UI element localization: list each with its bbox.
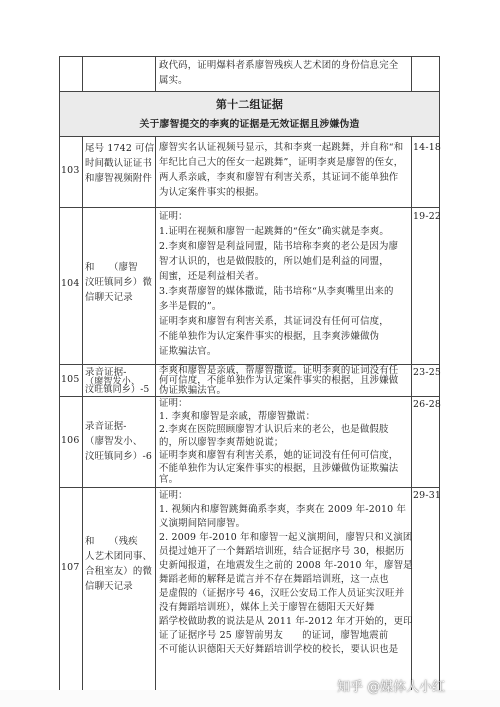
evidence-content-107-l11: 证了证据序号 25 廖智前男友 的证词，廖智地震前	[159, 630, 389, 641]
evidence-content-105-l2: 何可信度，不能单独作为认定案件事实的根据，且涉嫌做	[159, 375, 399, 386]
evidence-pages-106: 26-28	[413, 399, 442, 410]
evidence-no-107: 107	[61, 562, 80, 573]
evidence-no-106: 106	[61, 435, 80, 446]
evidence-name-105-l1: 录音证据-	[85, 367, 127, 378]
evidence-content-104-l4: 智才认识的，也是做假肢的，所以她们是利益的同盟，	[159, 256, 389, 267]
evidence-no-105: 105	[61, 374, 80, 385]
evidence-content-107-l8: 是虚假的（证据序号 46，汉旺公安局工作人员证实汉旺并	[159, 588, 405, 599]
evidence-content-106-l5: 证明李爽和廖智有利害关系，她的证词没有任何可信度，	[159, 450, 399, 461]
evidence-pages-105: 23-25	[413, 367, 442, 378]
evidence-content-107-l6: 史新闻报道，在地震发生之前的 2008 年-2010 年，廖智是	[159, 560, 413, 571]
evidence-name-103-l1: 尾号 1742 可信	[85, 143, 155, 154]
evidence-content-107-l10: 蹈学校做助教的说法是从 2011 年-2012 年才开始的，更印	[159, 616, 413, 627]
evidence-content-106-l6: 不能单独作为认定案件事实的根据，且涉嫌做伪证欺骗法	[159, 463, 399, 474]
top-row-text-1: 政代码，证明爆料者系廖智残疾人艺术团的身份信息完全	[159, 60, 399, 71]
evidence-name-104-l3: 信聊天记录	[85, 292, 133, 303]
evidence-pages-104: 19-22	[413, 211, 442, 222]
col-sep-name	[155, 56, 156, 91]
row-line-5	[59, 396, 440, 397]
evidence-content-104-l6: 3.李爽帮廖智的媒体撒谎，陆书培称“从李爽嘴里出来的	[159, 286, 394, 297]
evidence-content-104-l5: 闺蜜，还是利益相关者。	[159, 271, 265, 282]
row-line-6	[59, 487, 440, 488]
col-sep-no-lower	[82, 136, 83, 690]
evidence-content-103-l3: 两人系亲戚，李爽和廖智有利害关系，其证词不能单独作	[159, 172, 399, 183]
evidence-name-105-l2: （廖智发小、	[85, 377, 141, 387]
evidence-content-107-l12: 不可能认识德阳天天好舞蹈培训学校的校长，要认识也是	[159, 644, 399, 655]
evidence-name-107-l3: 合租室友）的微	[85, 566, 153, 577]
col-sep-no	[82, 56, 83, 91]
evidence-content-107-l3: 义演期间陪同廖智。	[159, 518, 246, 529]
evidence-name-107-l2: 人艺术团同事、	[85, 551, 153, 562]
evidence-content-107-l5: 员提过她开了一个舞蹈培训班，结合证据序号 30，根据历	[159, 546, 405, 557]
evidence-content-103-l4: 为认定案件事实的根据。	[159, 187, 265, 198]
evidence-content-107-l9: 没有舞蹈培训班），媒体上关于廖智在德阳天天好舞	[159, 602, 375, 613]
group-subtitle: 关于廖智提交的李爽的证据是无效证据且涉嫌伪造	[139, 119, 360, 130]
table-left-border	[59, 56, 60, 690]
evidence-content-104-l2: 1.证明在视频和廖智一起跳舞的“侄女”确实就是李爽。	[159, 226, 389, 237]
evidence-name-107-l1: 和 （残疾	[85, 536, 138, 547]
evidence-name-106-l1: 录音证据-	[85, 421, 127, 432]
evidence-content-106-l3: 2.李爽在医院照顾廖智才认识后来的老公，也是做假肢	[159, 424, 389, 435]
evidence-name-104-l1: 和 （廖智	[85, 262, 138, 273]
evidence-content-107-l1: 证明：	[159, 490, 188, 501]
evidence-content-104-l7: 多半是假的”。	[159, 301, 222, 312]
evidence-content-107-l2: 1. 视频内和廖智跳舞确系李爽，李爽在 2009 年-2010 年	[159, 504, 407, 515]
watermark-text: 知乎 @媒体人小红	[337, 680, 446, 695]
col-sep-content	[411, 56, 412, 91]
evidence-name-105-l3: 汶旺镇同乡）-5	[85, 385, 150, 395]
group-title: 第十二组证据	[215, 98, 284, 111]
evidence-content-106-l1: 证明：	[159, 398, 188, 409]
evidence-name-106-l2: （廖智发小、	[85, 436, 143, 447]
evidence-pages-107: 29-31	[413, 490, 442, 501]
row-line-2	[59, 136, 440, 137]
evidence-no-103: 103	[61, 165, 80, 176]
row-line-3	[59, 207, 440, 208]
evidence-name-106-l3: 汶旺镇同乡）-6	[85, 451, 152, 462]
evidence-content-106-l2: 1. 李爽和廖智是亲戚，帮廖智撒谎：	[159, 411, 316, 422]
evidence-content-104-l9: 不能单独作为认定案件事实的根据，且李爽涉嫌做伪	[159, 331, 380, 342]
evidence-name-103-l3: 和廖智视频附件	[85, 173, 153, 184]
evidence-content-107-l7: 舞蹈老师的解释是谎言并不存在舞蹈培训班，这一点也	[159, 574, 389, 585]
evidence-content-106-l4: 的，所以廖智李爽帮她说谎；	[159, 437, 284, 448]
evidence-content-105-l1: 李爽和廖智是亲戚，帮廖智撒谎。证明李爽的证词没有任	[159, 365, 399, 376]
evidence-content-104-l10: 证欺骗法官。	[159, 346, 217, 357]
evidence-content-104-l1: 证明：	[159, 211, 188, 222]
evidence-no-104: 104	[61, 278, 80, 289]
evidence-name-104-l2: 汶旺镇同乡）微	[85, 277, 153, 288]
evidence-content-103-l1: 廖智实名认证视频号显示，其和李爽一起跳舞，并自称“和	[159, 142, 404, 153]
col-sep-content-lower	[411, 136, 412, 690]
evidence-content-107-l4: 2. 2009 年-2010 年和廖智一起义演期间，廖智只和义演团	[159, 532, 413, 543]
col-sep-name-lower	[155, 136, 156, 690]
evidence-content-105-l3: 伪证欺骗法官。	[159, 385, 227, 396]
top-row-text-2: 属实。	[159, 75, 188, 86]
evidence-content-104-l8: 证明李爽和廖智有利害关系，其证词没有任何可信度，	[159, 316, 389, 327]
evidence-name-103-l2: 时间戳认证证书	[85, 158, 153, 169]
evidence-content-103-l2: 年纪比自己大的侄女一起跳舞”，证明李爽是廖智的侄女，	[159, 157, 404, 168]
evidence-pages-103: 14-18	[413, 142, 442, 153]
evidence-content-106-l7: 官。	[159, 474, 179, 485]
evidence-name-107-l4: 信聊天记录	[85, 581, 133, 592]
row-line-top	[59, 56, 440, 57]
evidence-content-104-l3: 2.李爽和廖智是利益同盟，陆书培称李爽的老公是因为廖	[159, 241, 399, 252]
